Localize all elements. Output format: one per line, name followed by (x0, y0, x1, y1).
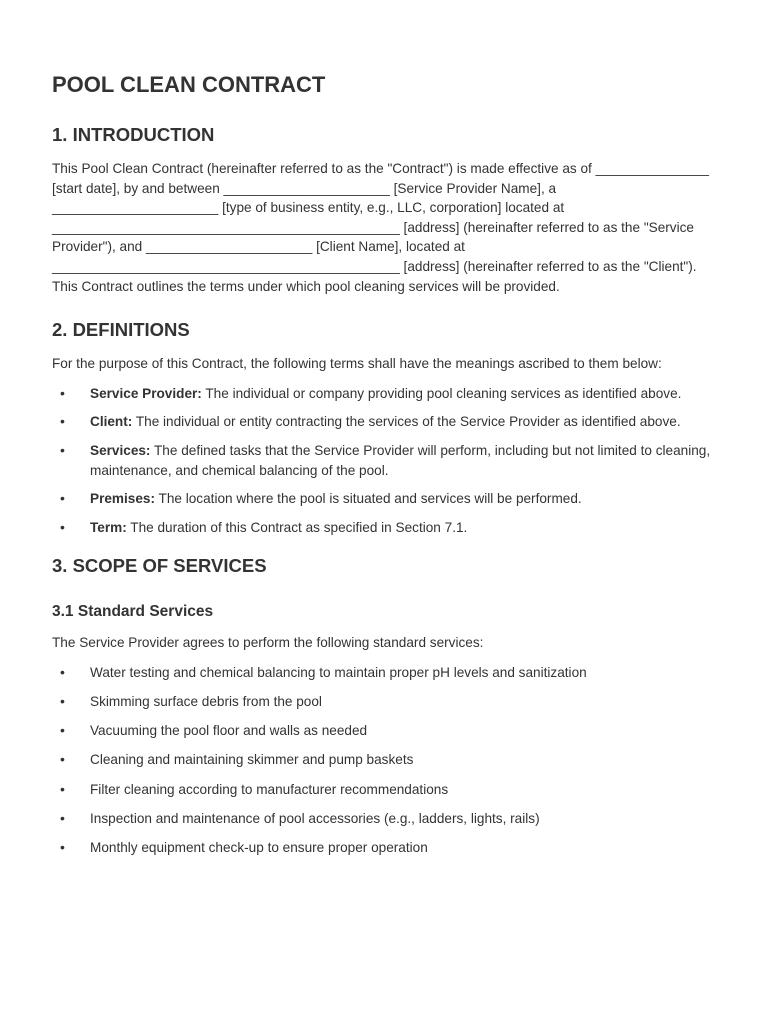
bullet-icon: • (60, 384, 65, 401)
definition-term: Services: (90, 442, 151, 458)
bullet-icon: • (60, 780, 65, 797)
definition-item (52, 441, 722, 480)
subsection-heading-standard-services: 3.1 Standard Services (52, 603, 214, 621)
bullet-icon: • (60, 839, 65, 856)
bullet-icon: • (60, 693, 65, 710)
bullet-icon: • (60, 722, 65, 739)
definition-term: Premises: (90, 491, 155, 507)
definition-text: The location where the pool is situated and services will be performed. (155, 491, 582, 507)
service-item (52, 721, 722, 741)
bullet-icon: • (60, 518, 65, 535)
service-item (52, 780, 722, 800)
section-heading-introduction: 1. INTRODUCTION (52, 124, 215, 145)
service-item (52, 809, 722, 829)
definition-item (52, 518, 722, 538)
definition-text: The defined tasks that the Service Provider will perform, including but not limited to cleaning, maintenance, and chemical balancing of the pool. (90, 442, 711, 478)
standard-services-list (52, 663, 722, 858)
service-item (52, 838, 722, 858)
bullet-icon: • (60, 413, 65, 430)
definition-item (52, 489, 722, 509)
bullet-icon: • (60, 751, 65, 768)
service-item (52, 692, 722, 712)
bullet-icon: • (60, 441, 65, 458)
service-text: Water testing and chemical balancing to maintain proper pH levels and sanitization (90, 664, 587, 680)
definition-term: Client: (90, 414, 133, 430)
definition-term: Service Provider: (90, 385, 202, 401)
standard-services-paragraph: The Service Provider agrees to perform the following standard services: (52, 635, 484, 651)
definition-item (52, 384, 722, 404)
introduction-paragraph: This Pool Clean Contract (hereinafter referred to as the "Contract") is made effective as of _______________ [start date], by and between ______________________ [Service Provider Name], a ______________________ [type of business entity, e.g., LLC, corporation] located at ______________________________________________ [address] (hereinafter referred to as the "Service Provider"), and ______________________ [Client Name], located at ______________________________________________ [address] (hereinafter referred to as the "Client"). This Contract outlines the terms under which pool cleaning services will be provided. (52, 161, 709, 294)
definition-item (52, 412, 722, 432)
service-text: Vacuuming the pool floor and walls as needed (90, 723, 368, 739)
service-item (52, 663, 722, 683)
service-text: Skimming surface debris from the pool (90, 694, 322, 710)
section-heading-definitions: 2. DEFINITIONS (52, 319, 190, 341)
document-title: POOL CLEAN CONTRACT (52, 72, 326, 97)
bullet-icon: • (60, 809, 65, 826)
service-item (52, 750, 722, 770)
definition-term: Term: (90, 519, 127, 535)
document-page (52, 70, 722, 867)
definition-text: The individual or company providing pool cleaning services as identified above. (201, 385, 682, 401)
definitions-list (52, 384, 722, 538)
definition-text: The duration of this Contract as specified in Section 7.1. (126, 519, 468, 535)
bullet-icon: • (60, 663, 65, 680)
section-heading-scope: 3. SCOPE OF SERVICES (52, 555, 267, 577)
bullet-icon: • (60, 490, 65, 507)
service-text: Inspection and maintenance of pool accessories (e.g., ladders, lights, rails) (90, 810, 540, 826)
service-text: Monthly equipment check-up to ensure proper operation (90, 840, 428, 856)
service-text: Filter cleaning according to manufacturer recommendations (90, 781, 449, 797)
definition-text: The individual or entity contracting the services of the Service Provider as identified above. (132, 414, 681, 430)
service-text: Cleaning and maintaining skimmer and pump baskets (90, 752, 414, 768)
definitions-paragraph: For the purpose of this Contract, the following terms shall have the meanings ascribed to them below: (52, 356, 662, 372)
